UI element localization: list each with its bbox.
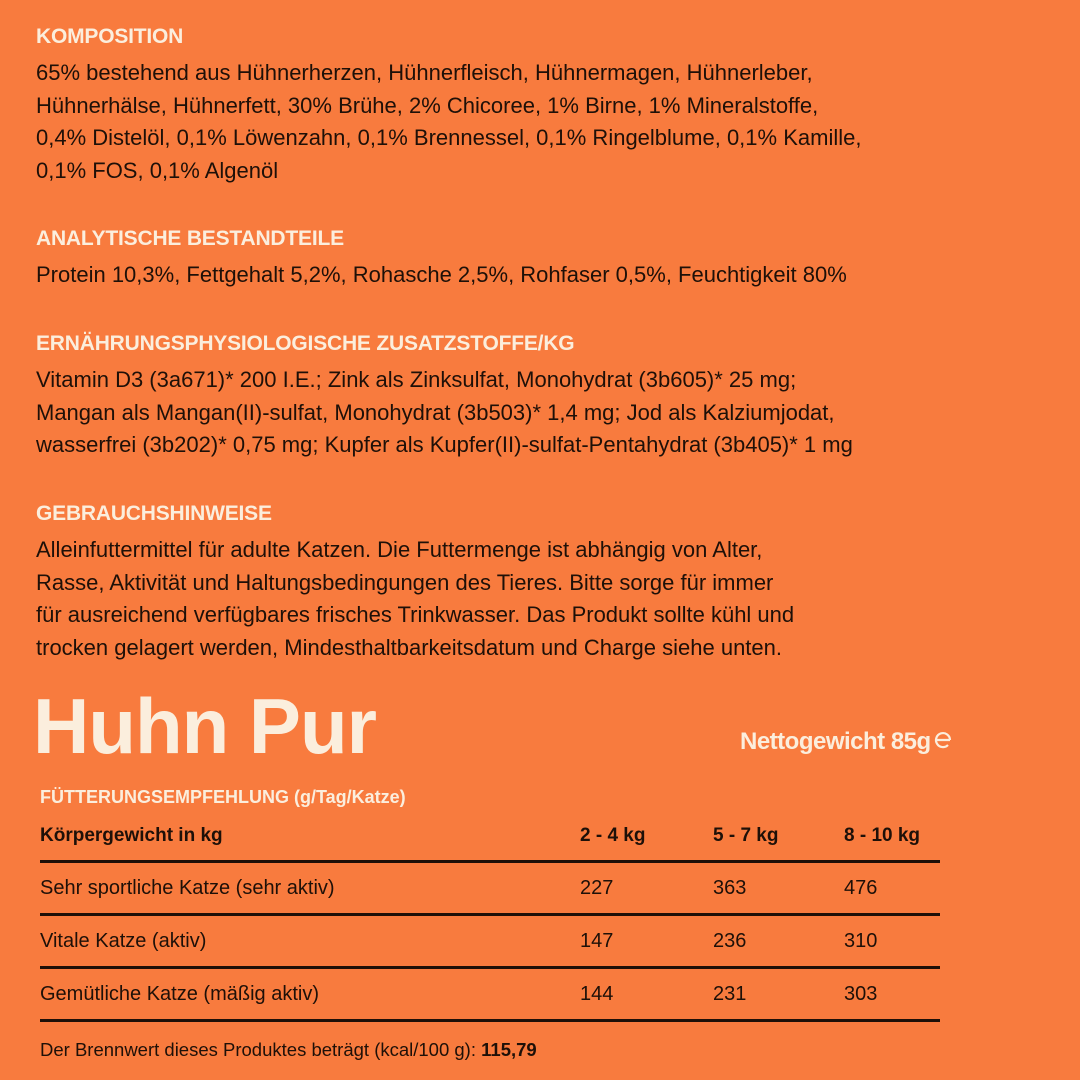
table-cell: 144 bbox=[580, 968, 713, 1021]
section-heading: KOMPOSITION bbox=[36, 25, 184, 48]
section-text: Protein 10,3%, Fettgehalt 5,2%, Rohasche 2,5%, Rohfaser 0,5%, Feuchtigkeit 80% bbox=[36, 262, 847, 287]
section-text: Vitamin D3 (3a671)* 200 I.E.; Zink als Zinksulfat, Monohydrat (3b605)* 25 mg; Mangan als Mangan(II)-sulfat, Monohydrat (3b503)* 1,4 mg; Jod als Kalziumjodat, wasserfrei (3b202)* 0,75 mg; Kupfer als Kupfer(II)-sulfat-Pentahydrat (3b405)* 1 mg bbox=[36, 367, 853, 457]
table-cell: 303 bbox=[844, 968, 940, 1021]
table-cell: 231 bbox=[713, 968, 844, 1021]
table-cell: 310 bbox=[844, 915, 940, 968]
column-header: 5 - 7 kg bbox=[713, 812, 844, 862]
table-cell: 236 bbox=[713, 915, 844, 968]
section-text: Alleinfuttermittel für adulte Katzen. Die Futtermenge ist abhängig von Alter, Rasse, Aktivität und Haltungsbedingungen des Tieres. Bitte sorge für immer für ausreichend verfügbares frisches Trinkwasser. Das Produkt sollte kühl und trocken gelagert werden, Mindesthaltbarkeitsdatum und Charge siehe unten. bbox=[36, 537, 795, 660]
section-text: 65% bestehend aus Hühnerherzen, Hühnerfleisch, Hühnermagen, Hühnerleber, Hühnerhälse, Hühnerfett, 30% Brühe, 2% Chicoree, 1% Birne, 1% Mineralstoffe, 0,4% Distelöl, 0,1% Löwenzahn, 0,1% Brennessel, 0,1% Ringelblume, 0,1% Kamille, 0,1% FOS, 0,1% Algenöl bbox=[36, 60, 862, 183]
table-cell: 476 bbox=[844, 862, 940, 915]
section-composition bbox=[36, 25, 1046, 187]
column-header: 8 - 10 kg bbox=[844, 812, 940, 862]
table-header-row bbox=[40, 812, 940, 862]
feeding-heading: FÜTTERUNGSEMPFEHLUNG (g/Tag/Katze) bbox=[40, 787, 406, 807]
section-analytical bbox=[36, 227, 1046, 292]
table-row bbox=[40, 862, 940, 915]
energy-value: 115,79 bbox=[481, 1039, 537, 1060]
row-label: Vitale Katze (aktiv) bbox=[40, 915, 580, 968]
section-heading: ERNÄHRUNGSPHYSIOLOGISCHE ZUSATZSTOFFE/KG bbox=[36, 332, 575, 355]
estimated-sign-icon bbox=[932, 729, 954, 751]
energy-note bbox=[40, 1038, 537, 1062]
row-label: Sehr sportliche Katze (sehr aktiv) bbox=[40, 862, 580, 915]
energy-label: Der Brennwert dieses Produktes beträgt (kcal/100 g): bbox=[40, 1039, 476, 1060]
table-row bbox=[40, 968, 940, 1021]
table-cell: 227 bbox=[580, 862, 713, 915]
column-header: 2 - 4 kg bbox=[580, 812, 713, 862]
section-additives bbox=[36, 332, 1046, 462]
feeding-table bbox=[40, 812, 940, 1022]
section-instructions bbox=[36, 502, 1046, 664]
net-weight bbox=[740, 728, 954, 756]
table-row bbox=[40, 915, 940, 968]
net-weight-label: Nettogewicht 85g bbox=[740, 728, 931, 755]
column-header: Körpergewicht in kg bbox=[40, 812, 580, 862]
row-label: Gemütliche Katze (mäßig aktiv) bbox=[40, 968, 580, 1021]
table-cell: 363 bbox=[713, 862, 844, 915]
product-title: Huhn Pur bbox=[33, 682, 376, 770]
section-heading: ANALYTISCHE BESTANDTEILE bbox=[36, 227, 344, 250]
table-cell: 147 bbox=[580, 915, 713, 968]
section-heading: GEBRAUCHSHINWEISE bbox=[36, 502, 272, 525]
